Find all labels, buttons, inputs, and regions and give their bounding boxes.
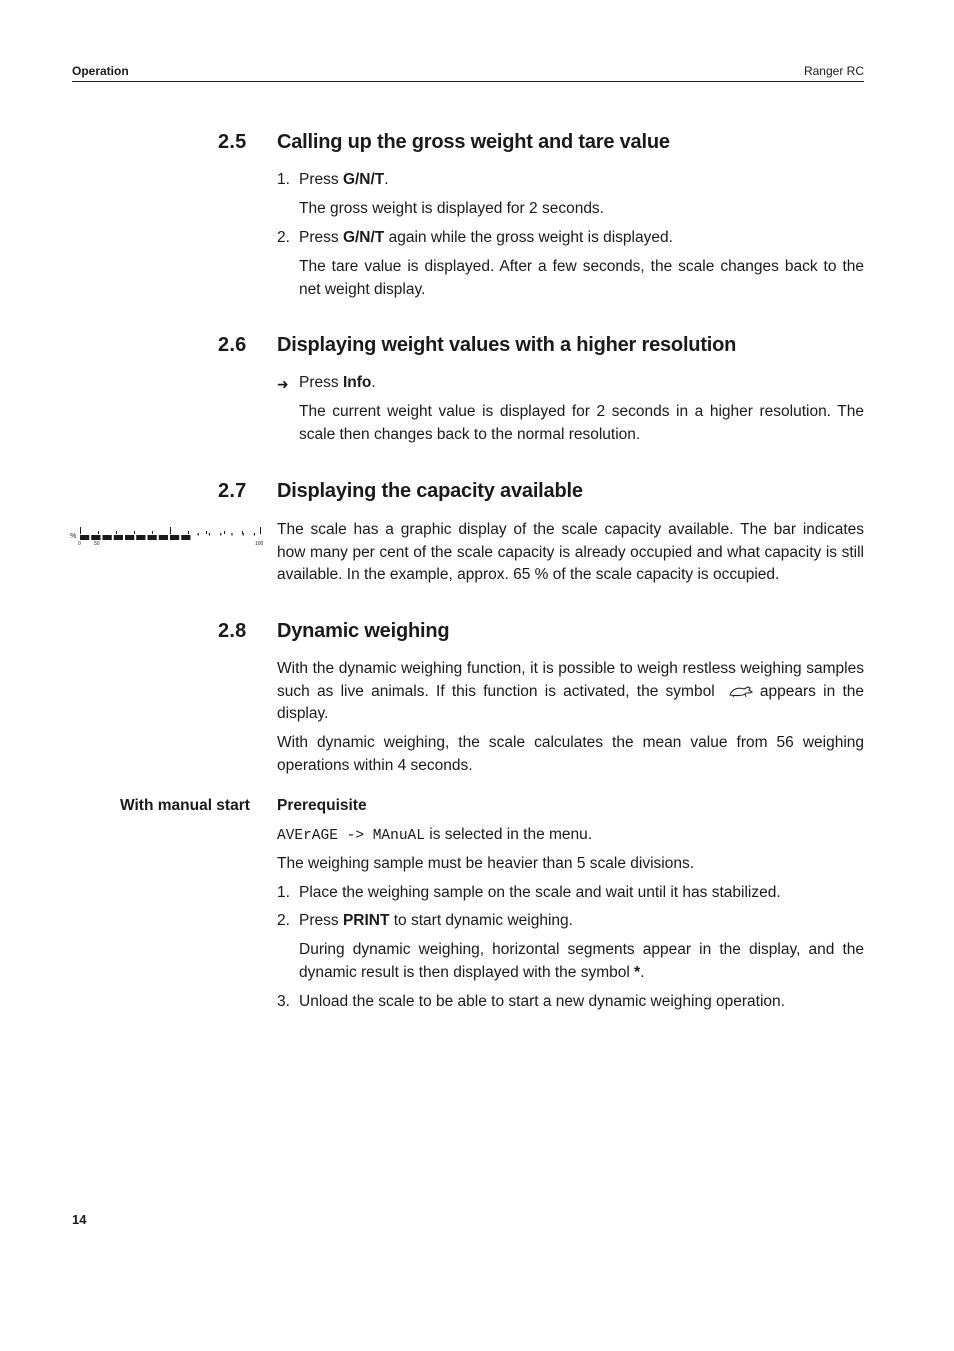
prerequisite-heading: Prerequisite	[277, 797, 367, 814]
step-note: The current weight value is displayed for 2 seconds in a higher resolution. The scale then changes back to the normal resolution.	[299, 403, 864, 443]
section-title-2-7: Displaying the capacity available	[277, 480, 583, 502]
section-number-2-6: 2.6	[218, 334, 247, 356]
menu-setting-line: AVErAGE -> MAnuAL is selected in the menu.	[277, 826, 593, 844]
step-number: 1.	[277, 884, 290, 901]
capacity-percent-symbol: %	[70, 533, 77, 540]
step-note: The tare value is displayed. After a few seconds, the scale changes back to the net weight display.	[299, 258, 864, 298]
capacity-bar-segment	[159, 535, 168, 540]
dynamic-paragraph-2: With dynamic weighing, the scale calculates the mean value from 56 weighing operations within 4 seconds.	[277, 734, 864, 774]
capacity-label-0: 0	[78, 541, 81, 547]
section-title-2-8: Dynamic weighing	[277, 620, 450, 642]
step-text: Unload the scale to be able to start a new dynamic weighing operation.	[299, 993, 785, 1010]
section-number-2-8: 2.8	[218, 620, 247, 642]
result-symbol: *	[634, 963, 641, 981]
capacity-bar-dot	[220, 533, 221, 536]
capacity-bar-segment	[125, 535, 134, 540]
animal-symbol-icon	[728, 684, 754, 698]
capacity-bar-minor-tick	[224, 531, 225, 534]
dynamic-paragraph-1: With the dynamic weighing function, it is possible to weigh restless weighing samples such as live animals. If this function is activated, the symbol appears in the display.	[277, 660, 865, 722]
capacity-description: The scale has a graphic display of the scale capacity available. The bar indicates how many per cent of the scale capacity is already occupied and what capacity is still available. In the example, approx. 65 % of the scale capacity is occupied.	[277, 521, 864, 583]
capacity-bar-minor-tick	[134, 531, 135, 534]
capacity-bar-segment	[114, 535, 123, 540]
capacity-bar-segment	[136, 535, 145, 540]
capacity-bar-minor-tick	[98, 531, 99, 534]
arrow-icon: ➜	[277, 376, 289, 392]
capacity-bar-graphic	[70, 524, 270, 548]
section-title-2-6: Displaying weight values with a higher resolution	[277, 334, 737, 356]
key-label: G/N/T	[342, 171, 385, 188]
page-number: 14	[72, 1212, 87, 1227]
capacity-label-100: 100	[255, 541, 264, 547]
capacity-bar-segment	[148, 535, 157, 540]
step-text: Press G/N/T again while the gross weight is displayed.	[299, 229, 673, 246]
step-note: The gross weight is displayed for 2 seconds.	[299, 200, 604, 217]
requirement-text: The weighing sample must be heavier than 5 scale divisions.	[277, 855, 695, 872]
section-number-2-5: 2.5	[218, 131, 247, 153]
step-note: During dynamic weighing, horizontal segments appear in the display, and the dynamic result is then displayed with the symbol *.	[299, 941, 864, 981]
capacity-bar-ticks	[80, 527, 261, 534]
key-label: Info	[342, 374, 372, 391]
header-rule	[72, 81, 864, 82]
step-number: 2.	[277, 912, 290, 929]
capacity-bar-segment	[103, 535, 112, 540]
capacity-bar-minor-tick	[188, 531, 189, 534]
capacity-bar-minor-tick	[116, 531, 117, 534]
capacity-bar-tick	[80, 527, 81, 534]
capacity-bar-dot	[254, 533, 255, 536]
header-product: Ranger RC	[803, 64, 864, 78]
capacity-bar-segment	[181, 535, 190, 540]
capacity-label-50: 50	[94, 541, 100, 547]
step-number: 3.	[277, 993, 290, 1010]
step-text: Place the weighing sample on the scale and wait until it has stabilized.	[299, 884, 781, 901]
step-number: 1.	[277, 171, 290, 188]
section-number-2-7: 2.7	[218, 480, 247, 502]
capacity-bar-dot	[209, 533, 210, 536]
capacity-bar-dot	[231, 533, 232, 536]
step-text: Press G/N/T.	[299, 171, 389, 188]
capacity-bar-minor-tick	[152, 531, 153, 534]
key-label: PRINT	[342, 912, 390, 929]
capacity-bar-segment	[80, 535, 89, 540]
capacity-bar-segments	[80, 533, 255, 540]
capacity-bar-tick	[260, 527, 261, 534]
capacity-bar-tick	[170, 527, 171, 534]
key-label: G/N/T	[342, 229, 385, 246]
capacity-bar-dot	[198, 533, 199, 536]
step-text: Press PRINT to start dynamic weighing.	[299, 912, 573, 929]
capacity-bar-minor-tick	[242, 531, 243, 534]
capacity-bar-minor-tick	[206, 531, 207, 534]
capacity-bar-segment	[91, 535, 100, 540]
section-title-2-5: Calling up the gross weight and tare value	[277, 131, 670, 153]
side-label-manual-start: With manual start	[120, 797, 250, 814]
step-number: 2.	[277, 229, 290, 246]
menu-code: AVErAGE -> MAnuAL	[277, 828, 425, 844]
step-text: Press Info.	[299, 374, 376, 391]
capacity-bar-segment	[170, 535, 179, 540]
header-section: Operation	[72, 64, 129, 78]
